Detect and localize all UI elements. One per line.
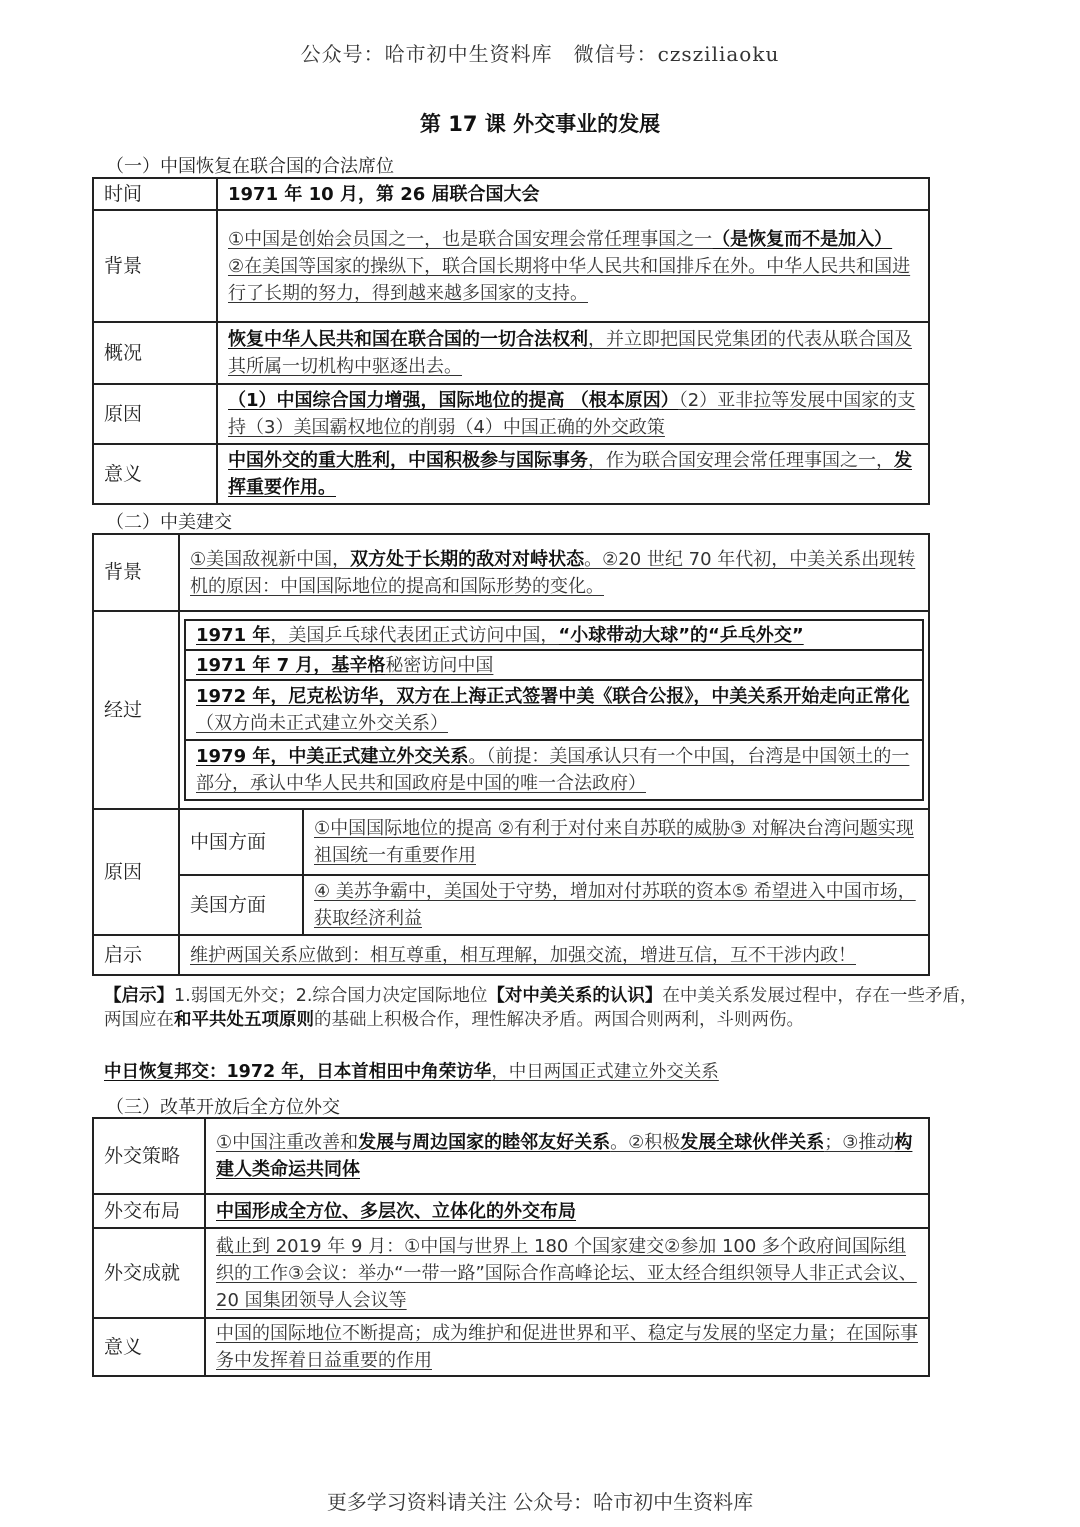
reason-bold: （1）中国综合国力增强，国际地位的提高 （根本原因） [228,390,679,411]
row-us-background [93,534,929,611]
overview-rest: ，并立即把国民党集团的代表从联合国及其所属一切机构中驱逐出去。 [228,329,912,377]
row-significance [93,1318,929,1376]
time-value: 1971 年 10 月，第 26 届联合国大会 [228,183,540,205]
section-2-table [92,533,930,976]
layout-text: 中国形成全方位、多层次、立体化的外交布局 [216,1200,576,1222]
label-china-side: 中国方面 [179,809,303,875]
label-overview: 概况 [93,322,217,384]
label-background: 背景 [93,210,217,322]
row-meaning [93,444,929,504]
us-bg-b: 双方处于长期的敌对对峙状态 [350,548,585,570]
row-overview [93,322,929,384]
label-time: 时间 [93,178,217,210]
section-1-table [92,177,930,505]
bg-point-1-note: （是恢复而不是加入） [712,228,893,250]
row-time [93,178,929,210]
section-1-heading: （一）中国恢复在联合国的合法席位 [106,156,394,177]
achievement-text: 截止到 2019 年 9 月：①中国与世界上 180 个国家建交②参加 100 多个政府间国际组织的工作③会议：举办“一带一路”国际合作高峰论坛、亚太经合组织领导人非正式会议、20 国集团领导人会议等 [216,1235,917,1311]
reason-rest: （2）亚非拉等发展中国家的支持（3）美国霸权地位的削弱（4）中国正确的外交政策 [228,390,916,438]
row-background [93,210,929,322]
row-reason [93,384,929,444]
page-footer: 更多学习资料请关注 公众号：哈市初中生资料库 [326,1490,754,1514]
label-us-side: 美国方面 [179,875,303,935]
bg-point-1: ①中国是创始会员国之一，也是联合国安理会常任理事国之一 [228,228,713,250]
row-strategy: 外交策略 ①中国注重改善和发展与周边国家的睦邻友好关系。②积极发展全球伙伴关系；③推动构建人类命运共同体 [93,1118,929,1194]
meaning-rest: ，作为联合国安理会常任理事国之一， [588,450,894,471]
section-3-table [92,1117,930,1377]
row-reason-china [93,809,929,875]
process-steps [184,619,924,801]
row-reason-us [93,875,929,935]
process-step-1971-7: 1971 年 7 月，基辛格秘密访问中国 [185,650,923,680]
lesson-title: 第 17 课 外交事业的发展 [419,112,661,136]
page-header: 公众号：哈市初中生资料库 微信号：czsziliaoku [300,42,780,66]
us-bg-a: ①美国敌视新中国， [190,548,351,570]
china-side-text: ①中国国际地位的提高 ②有利于对付来自苏联的威胁③ 对解决台湾问题实现祖国统一有重要作用 [314,818,914,866]
label-us-reason: 原因 [93,809,179,935]
process-step-1979: 1979 年，中美正式建立外交关系。（前提：美国承认只有一个中国，台湾是中国领土的一部分，承认中华人民共和国政府是中国的唯一合法政府） [185,740,923,800]
significance-text: 中国的国际地位不断提高；成为维护和促进世界和平、稳定与发展的坚定力量；在国际事务中发挥着日益重要的作用 [216,1323,918,1371]
bg-point-2: ②在美国等国家的操纵下，联合国长期将中华人民共和国排斥在外。中华人民共和国进行了长期的努力，得到越来越多国家的支持。 [228,255,911,304]
label-meaning: 意义 [93,444,217,504]
section-3-heading: （三）改革开放后全方位外交 [106,1097,340,1118]
section-2-heading: （二）中美建交 [106,512,232,533]
row-achievement [93,1228,929,1318]
label-achievement: 外交成就 [93,1228,205,1318]
label-significance: 意义 [93,1318,205,1376]
row-insight [93,935,929,975]
label-reason: 原因 [93,384,217,444]
row-layout [93,1194,929,1228]
process-step-1972: 1972 年，尼克松访华，双方在上海正式签署中美《联合公报》，中美关系开始走向正常化（双方尚未正式建立外交关系） [185,680,923,740]
label-layout: 外交布局 [93,1194,205,1228]
us-side-text: ④ 美苏争霸中，美国处于守势，增加对付苏联的资本⑤ 希望进入中国市场，获取经济利益 [314,881,916,929]
label-insight: 启示 [93,935,179,975]
row-process [93,611,929,809]
overview-bold: 恢复中华人民共和国在联合国的一切合法权利 [228,329,588,350]
meaning-bold-1: 中国外交的重大胜利，中国积极参与国际事务 [228,450,588,471]
label-strategy: 外交策略 [93,1118,205,1194]
us-bg-c: 。②20 世纪 70 年代初，中美关系出现转机的原因：中国国际地位的提高和国际形势的变化。 [190,548,916,597]
label-us-background: 背景 [93,534,179,611]
sino-japan-note: 中日恢复邦交：1972 年，日本首相田中角荣访华，中日两国正式建立外交关系 [104,1062,719,1082]
label-process: 经过 [93,611,179,809]
insight-note: 【启示】1.弱国无外交；2.综合国力决定国际地位【对中美关系的认识】在中美关系发展过程中，存在一些矛盾，两国应在和平共处五项原则的基础上积极合作，理性解决矛盾。两国合则两利，斗则两伤。 [104,986,978,1030]
process-step-1971: 1971 年，美国乒乓球代表团正式访问中国，“小球带动大球”的“乒乓外交” [185,620,923,650]
insight-text: 维护两国关系应做到：相互尊重，相互理解，加强交流，增进互信，互不干涉内政！ [190,944,856,966]
meaning-bold-2: 发挥重要作用。 [228,450,912,498]
